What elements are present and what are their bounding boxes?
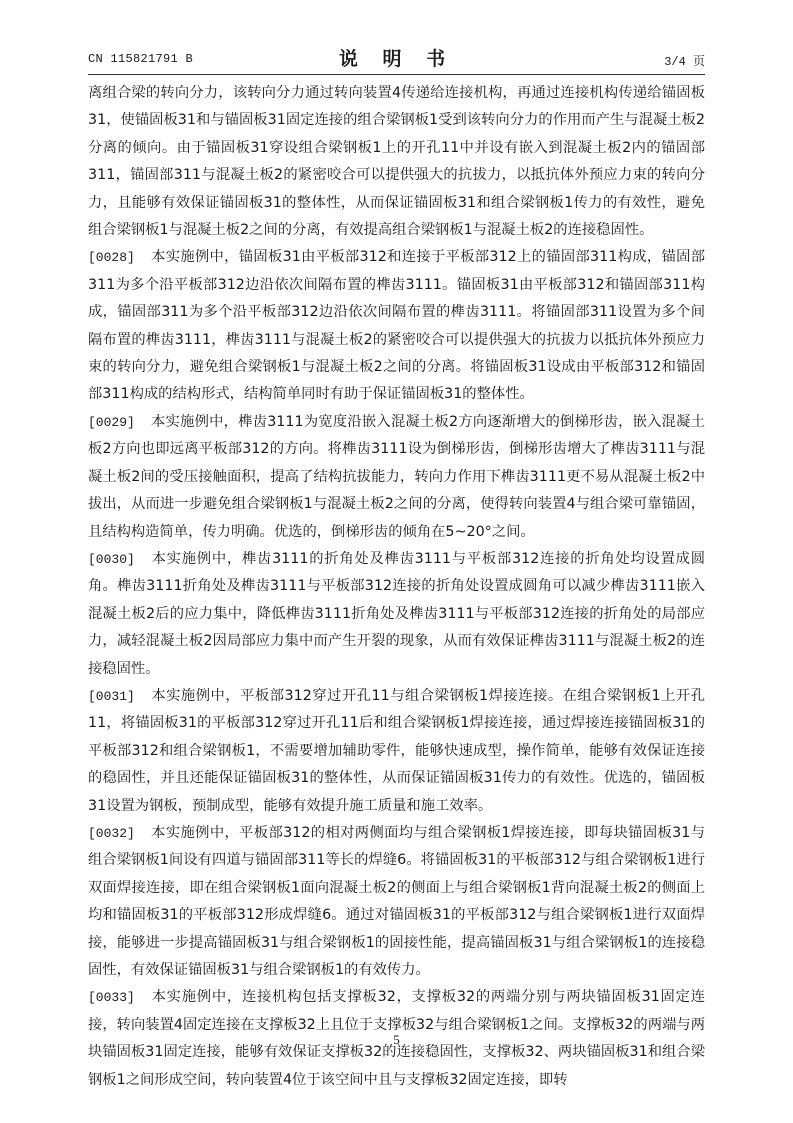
paragraph-number: [0029] [88,414,135,430]
patent-number: CN 115821791 B [88,52,194,66]
paragraph-text: 本实施例中，平板部312穿过开孔11与组合梁钢板1焊接连接。在组合梁钢板1上开孔11，将锚固板31的平板部312穿过开孔11后和组合梁钢板1焊接连接，通过焊接连接锚固板31的平板部312和组合梁钢板1，不需要增加辅助零件，能够快速成型，操作简单，能够有效保证连接的稳固性，并且还能保证锚固板31的整体性，从而保证锚固板31传力的有效性。优选的，锚固板31设置为钢板，预制成型，能够有效提升施工质量和施工效率。 [88,687,705,814]
paragraph-0029 [88,409,705,546]
paragraph-number: [0032] [88,825,135,841]
page-indicator: 3/4 页 [664,55,705,69]
paragraph-text: 离组合梁的转向分力，该转向分力通过转向装置4传递给连接机构，再通过连接机构传递给锚固板31，使锚固板31和与锚固板31固定连接的组合梁钢板1受到该转向分力的作用而产生与混凝土板2分离的倾向。由于锚固板31穿设组合梁钢板1上的开孔11中并设有嵌入到混凝土板2内的锚固部311，锚固部311与混凝土板2的紧密咬合可以提供强大的抗拔力，以抵抗体外预应力束的转向分力，且能够有效保证锚固板31的整体性，从而保证锚固板31和组合梁钢板1传力的有效性，避免组合梁钢板1与混凝土板2之间的分离，有效提高组合梁钢板1与混凝土板2的连接稳固性。 [88,85,705,239]
page-header [88,44,705,72]
paragraph-0028 [88,244,705,408]
paragraph-text: 本实施例中，榫齿3111为宽度沿嵌入混凝土板2方向逐渐增大的倒梯形齿，嵌入混凝土板2方向也即远离平板部312的方向。将榫齿3111设为倒梯形齿，倒梯形齿增大了榫齿3111与混凝土板2间的受压接触面积，提高了结构抗拔能力，转向力作用下榫齿3111更不易从混凝土板2中拔出，从而进一步避免组合梁钢板1与混凝土板2之间的分离，使得转向装置4与组合梁可靠锚固，且结构构造简单，传力明确。优选的，倒梯形齿的倾角在5~20°之间。 [88,413,705,540]
paragraph-text: 本实施例中，锚固板31由平板部312和连接于平板部312上的锚固部311构成，锚固部311为多个沿平板部312边沿依次间隔布置的榫齿3111。锚固板31由平板部312和锚固部311构成，锚固部311为多个沿平板部312边沿依次间隔布置的榫齿3111。将锚固部311设置为多个间隔布置的榫齿3111，榫齿3111与混凝土板2的紧密咬合可以提供强大的抗拔力以抵抗体外预应力束的转向分力，避免组合梁钢板1与混凝土板2之间的分离。将锚固板31设成由平板部312和锚固部311构成的结构形式，结构简单同时有助于保证锚固板31的整体性。 [88,249,705,403]
paragraph-number: [0033] [88,990,135,1006]
paragraph-continued [88,80,705,244]
paragraph-text: 本实施例中，连接机构包括支撑板32，支撑板32的两端分别与两块锚固板31固定连接，转向装置4固定连接在支撑板32上且位于支撑板32与组合梁钢板1之间。支撑板32的两端与两块锚固板31固定连接，能够有效保证支撑板32的连接稳固性，支撑板32、两块锚固板31和组合梁钢板1之间形成空间，转向装置4位于该空间中且与支撑板32固定连接，即转 [88,989,705,1088]
paragraph-number: [0030] [88,551,135,567]
paragraph-text: 本实施例中，平板部312的相对两侧面均与组合梁钢板1焊接连接，即每块锚固板31与组合梁钢板1间设有四道与锚固部311等长的焊缝6。将锚固板31的平板部312与组合梁钢板1进行双面焊接连接，即在组合梁钢板1面向混凝土板2的侧面上与组合梁钢板1背向混凝土板2的侧面上均和锚固板31的平板部312形成焊缝6。通过对锚固板31的平板部312与组合梁钢板1进行双面焊接，能够进一步提高锚固板31与组合梁钢板1的固接性能，提高锚固板31与组合梁钢板1的连接稳固性，有效保证锚固板31与组合梁钢板1的有效传力。 [88,824,705,978]
paragraph-number: [0031] [88,688,135,704]
paragraph-0031 [88,683,705,820]
document-title: 说 明 书 [338,48,455,70]
header-rule [88,74,705,75]
paragraph-text: 本实施例中，榫齿3111的折角处及榫齿3111与平板部312连接的折角处均设置成圆角。榫齿3111折角处及榫齿3111与平板部312连接的折角处设置成圆角可以减少榫齿3111嵌入混凝土板2后的应力集中，降低榫齿3111折角处及榫齿3111与平板部312连接的折角处的局部应力，减轻混凝土板2因局部应力集中而产生开裂的现象，从而有效保证榫齿3111与混凝土板2的连接稳固性。 [88,550,705,677]
paragraph-0030 [88,546,705,683]
paragraph-0032 [88,820,705,984]
page-number: 5 [393,1032,400,1047]
paragraph-number: [0028] [88,250,135,266]
document-body [88,80,705,1094]
